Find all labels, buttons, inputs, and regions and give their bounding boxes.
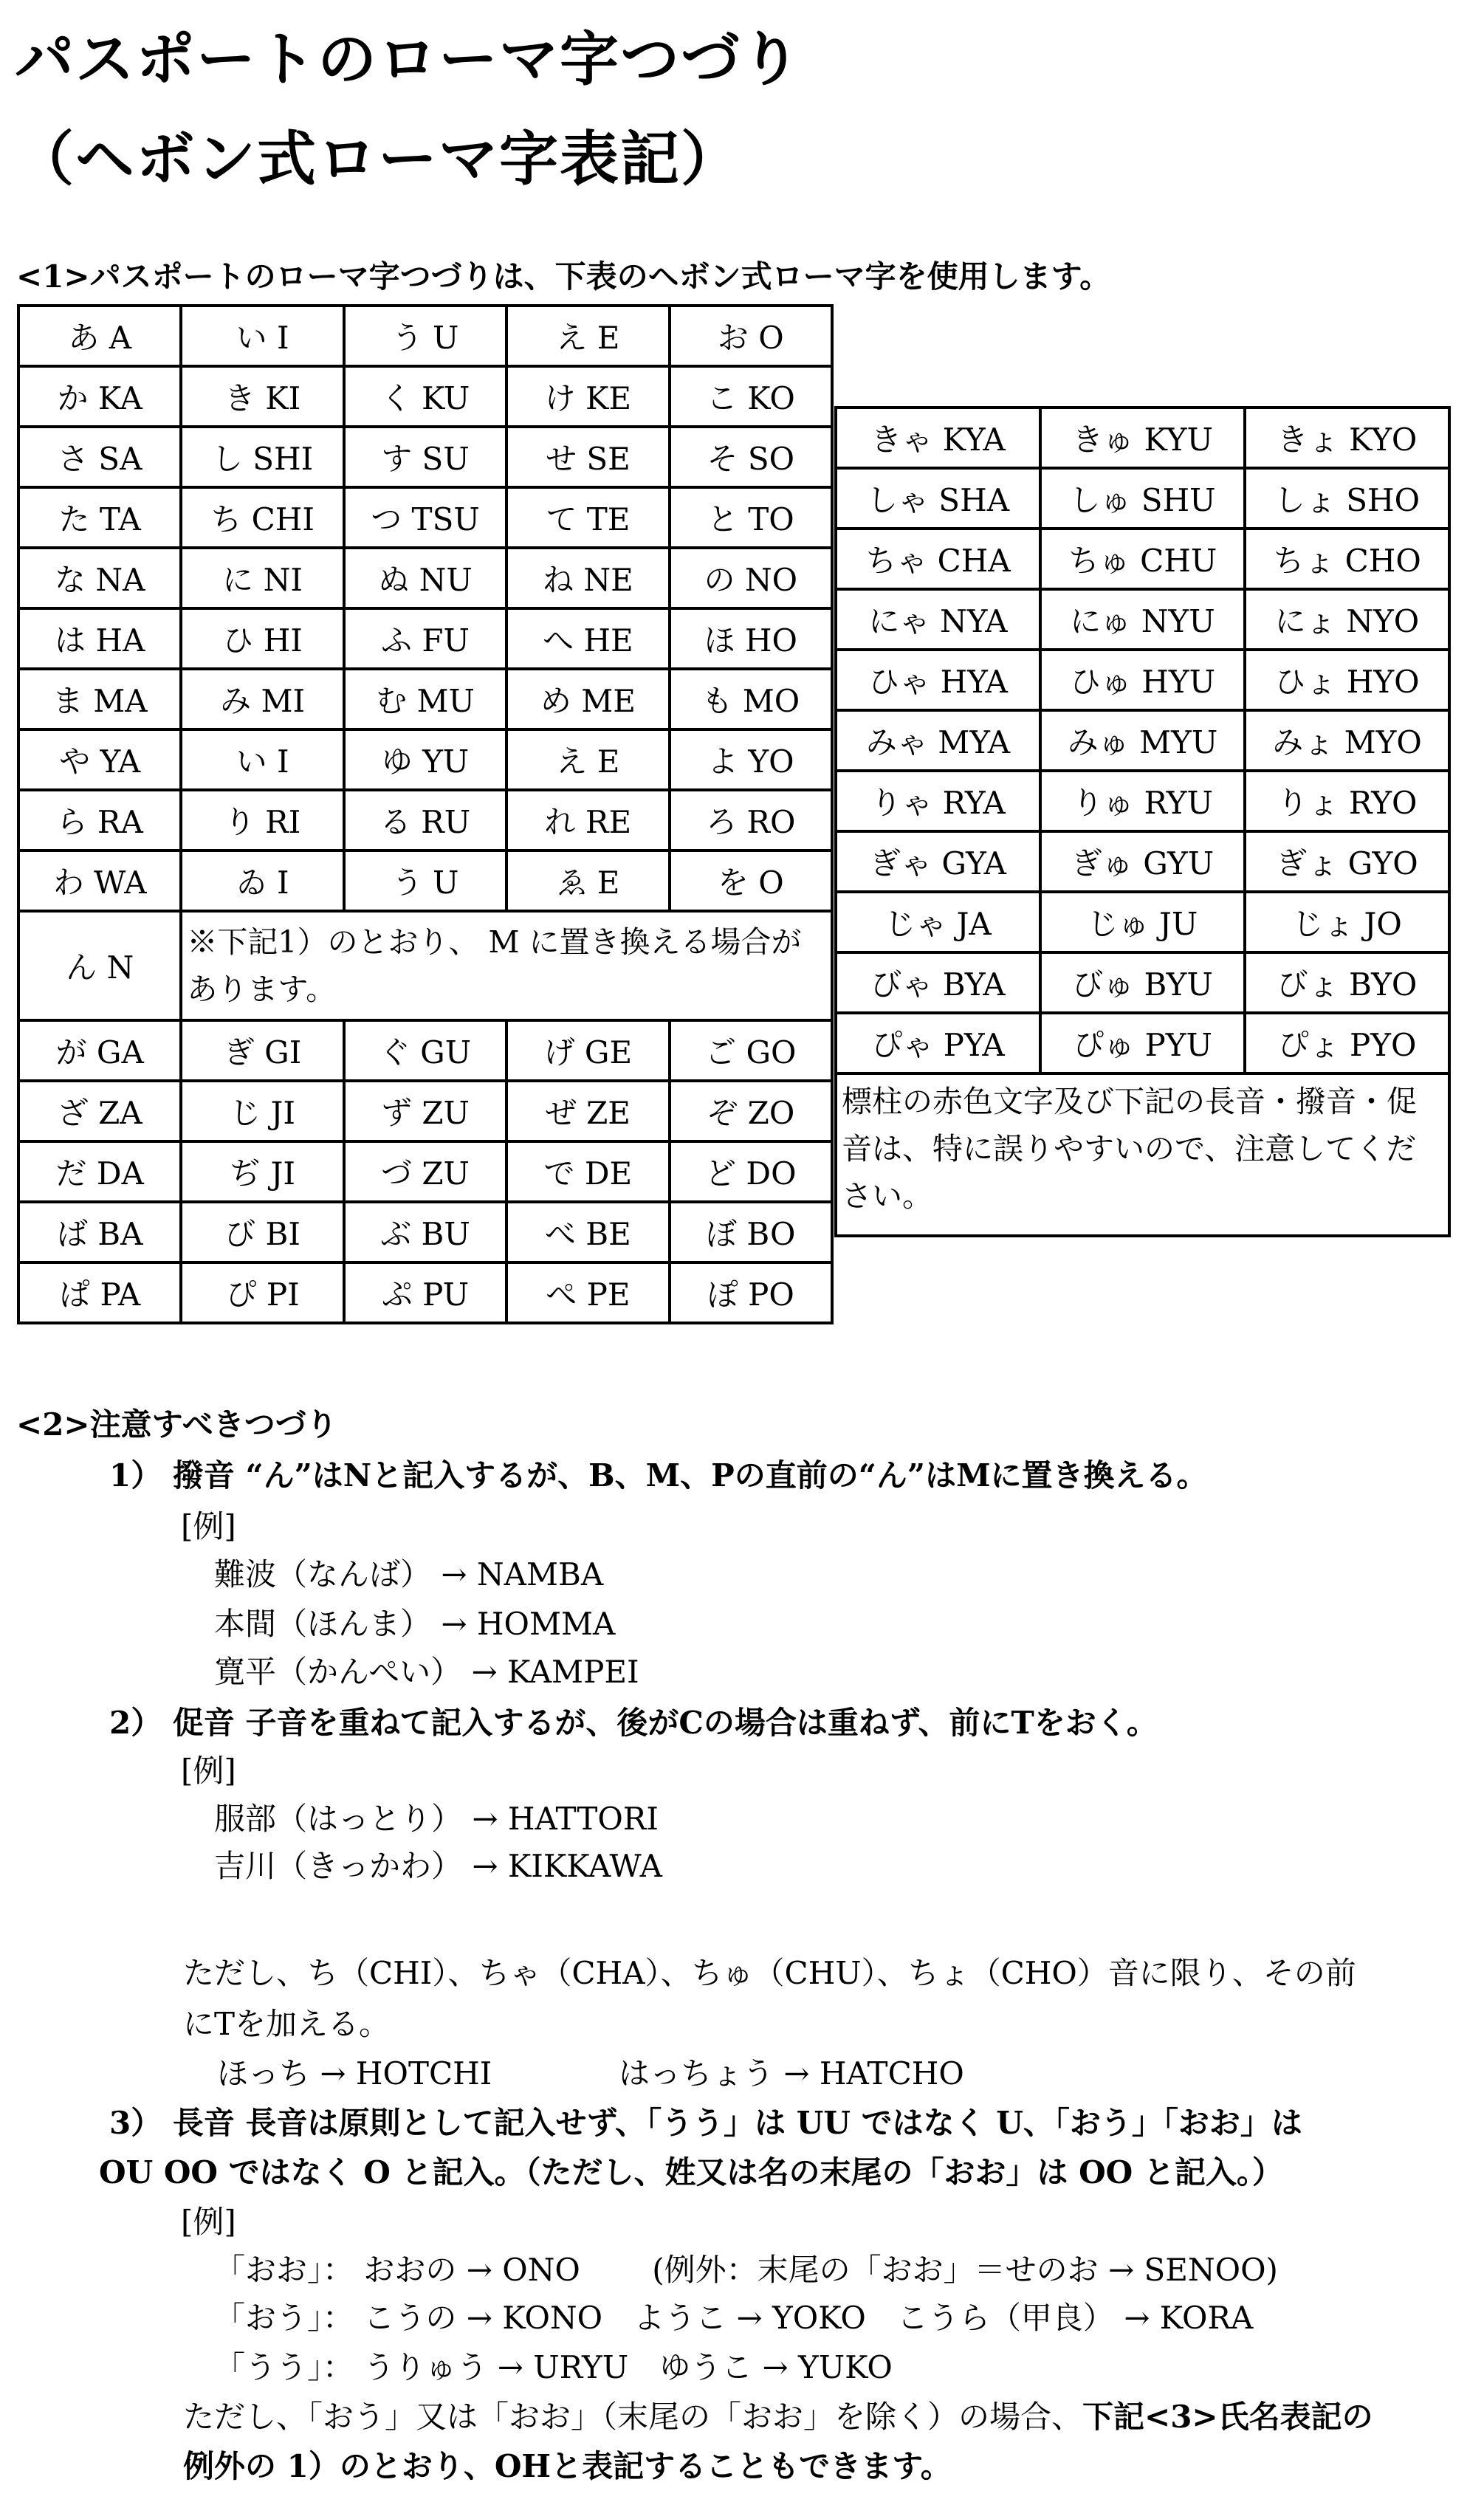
table-cell: ゐ I <box>181 850 343 911</box>
table-cell: む MU <box>344 669 506 729</box>
table-cell: ぎゅ GYU <box>1040 831 1245 892</box>
table-cell: びゅ BYU <box>1040 952 1245 1013</box>
table-cell: ば BA <box>18 1202 181 1262</box>
rule2-example: 吉川（きっかわ） → KIKKAWA <box>214 1848 662 1884</box>
rule1-example: 難波（なんば） → NAMBA <box>214 1556 604 1592</box>
rule2-example-label: [例] <box>181 1753 236 1789</box>
table-cell: き KI <box>181 366 343 427</box>
table-row <box>836 710 1449 771</box>
table-cell: ぎょ GYO <box>1245 831 1449 892</box>
table-row <box>18 427 832 487</box>
table-cell: と TO <box>670 487 832 548</box>
rule2-exception-line2: にTを加える。 <box>183 2006 391 2042</box>
table-cell: く KU <box>344 366 506 427</box>
table-row <box>18 487 832 548</box>
table-cell: びょ BYO <box>1245 952 1449 1013</box>
table-cell: じょ JO <box>1245 892 1449 952</box>
table-cell: ん N <box>18 911 181 1020</box>
table-cell: を O <box>670 850 832 911</box>
table-row <box>18 548 832 608</box>
table-cell: ちゅ CHU <box>1040 529 1245 589</box>
rule3-example: 「おお」： おおの → ONO (例外：末尾の「おお」＝せのお → SENOO) <box>214 2252 1278 2288</box>
table-row <box>18 366 832 427</box>
rule1-example-label: [例] <box>181 1508 236 1544</box>
table-cell: う U <box>344 850 506 911</box>
table-cell: りょ RYO <box>1245 771 1449 831</box>
table-cell: ぴゃ PYA <box>836 1013 1040 1073</box>
table-cell: ご GO <box>670 1020 832 1081</box>
table-cell: え E <box>506 306 669 366</box>
table-cell: す SU <box>344 427 506 487</box>
table-cell: が GA <box>18 1020 181 1081</box>
table-cell: きゅ KYU <box>1040 408 1245 468</box>
table-cell: い I <box>181 729 343 790</box>
section2-heading: <2>注意すべきつづり <box>16 1406 337 1443</box>
table-cell: こ KO <box>670 366 832 427</box>
rule2-exception-line1: ただし、ち（CHI）、ちゃ（CHA）、ちゅ（CHU）、ちょ（CHO）音に限り、その前 <box>183 1955 1356 1991</box>
rule3-text-line2: OU OO ではなく O と記入。（ただし、姓又は名の末尾の「おお」は OO と記入。） <box>99 2154 1283 2190</box>
table-cell: ま MA <box>18 669 181 729</box>
table-cell: つ TSU <box>344 487 506 548</box>
table-cell: そ SO <box>670 427 832 487</box>
table-cell: ちゃ CHA <box>836 529 1040 589</box>
table-cell: へ HE <box>506 608 669 669</box>
table-cell: にゃ NYA <box>836 589 1040 650</box>
rule1-example: 本間（ほんま） → HOMMA <box>214 1606 616 1642</box>
table-cell: は HA <box>18 608 181 669</box>
table-cell: にゅ NYU <box>1040 589 1245 650</box>
table-row <box>836 892 1449 952</box>
table-row <box>836 831 1449 892</box>
page-title-line2: （ヘボン式ローマ字表記） <box>15 124 741 193</box>
rule3-example: 「うう」： うりゅう → URYU ゆうこ → YUKO <box>214 2349 893 2385</box>
table-cell: せ SE <box>506 427 669 487</box>
table-row <box>836 468 1449 529</box>
table-cell: め ME <box>506 669 669 729</box>
table-cell: し SHI <box>181 427 343 487</box>
table-cell: わ WA <box>18 850 181 911</box>
youon-note-group <box>836 1073 1449 1236</box>
table-cell: しゅ SHU <box>1040 468 1245 529</box>
table-cell: しょ SHO <box>1245 468 1449 529</box>
table-row <box>18 669 832 729</box>
table-cell: ゑ E <box>506 850 669 911</box>
table-cell: お O <box>670 306 832 366</box>
table-cell: みょ MYO <box>1245 710 1449 771</box>
table-cell: りゃ RYA <box>836 771 1040 831</box>
table-cell: にょ NYO <box>1245 589 1449 650</box>
rule2-exception-example: はっちょう → HATCHO <box>619 2055 964 2092</box>
table-row <box>836 952 1449 1013</box>
table-cell: ちょ CHO <box>1245 529 1449 589</box>
n-note: ※下記1）のとおり、 M に置き換える場合があります。 <box>181 911 832 1020</box>
youon-note: 標柱の赤色文字及び下記の長音・撥音・促音は、特に誤りやすいので、注意してください。 <box>836 1073 1449 1236</box>
section1-heading: <1>パスポートのローマ字つづりは、下表のヘボン式ローマ字を使用します。 <box>16 258 1111 295</box>
table-row <box>836 650 1449 710</box>
table-row <box>18 608 832 669</box>
rule3-note-regular: ただし、「おう」又は「おお」（末尾の「おお」を除く）の場合、 <box>183 2399 1083 2435</box>
basic-rows <box>18 306 832 911</box>
table-cell: じ JI <box>181 1081 343 1141</box>
table-cell: びゃ BYA <box>836 952 1040 1013</box>
rule3-note-line1 <box>183 2395 1373 2439</box>
table-cell: ち CHI <box>181 487 343 548</box>
rule1-example: 寛平（かんぺい） → KAMPEI <box>214 1654 639 1690</box>
table-row <box>18 790 832 850</box>
table-cell: ほ HO <box>670 608 832 669</box>
table-cell: か KA <box>18 366 181 427</box>
table-cell: ひゃ HYA <box>836 650 1040 710</box>
table-row <box>18 850 832 911</box>
rule2-exception-example: ほっち → HOTCHI <box>217 2055 492 2092</box>
table-cell: だ DA <box>18 1141 181 1202</box>
table-cell: ぬ NU <box>344 548 506 608</box>
table-cell: に NI <box>181 548 343 608</box>
table-cell: ぴ PI <box>181 1262 343 1323</box>
rule1-text: 1） 撥音 “ん”はNと記入するが、B、M、Pの直前の“ん”はMに置き換える。 <box>109 1457 1208 1494</box>
rule3-note-line2: 例外の 1）のとおり、OHと表記することもできます。 <box>183 2448 952 2484</box>
table-cell: た TA <box>18 487 181 548</box>
table-cell: で DE <box>506 1141 669 1202</box>
table-row <box>18 1081 832 1141</box>
table-cell: れ RE <box>506 790 669 850</box>
table-row <box>18 1262 832 1323</box>
n-row-group <box>18 911 832 1020</box>
table-cell: りゅ RYU <box>1040 771 1245 831</box>
rule3-note-bold: 下記<3>氏名表記の <box>1082 2399 1373 2435</box>
table-cell: みゃ MYA <box>836 710 1040 771</box>
table-cell: あ A <box>18 306 181 366</box>
table-cell: みゅ MYU <box>1040 710 1245 771</box>
table-row <box>836 771 1449 831</box>
table-cell: ぞ ZO <box>670 1081 832 1141</box>
rule3-text-line1: 3） 長音 長音は原則として記入せず、「うう」は UU ではなく U、「おう」「おお」は <box>109 2105 1302 2141</box>
table-cell: ざ ZA <box>18 1081 181 1141</box>
table-cell: も MO <box>670 669 832 729</box>
youon-rows <box>836 408 1449 1073</box>
table-cell: ぷ PU <box>344 1262 506 1323</box>
table-row <box>18 729 832 790</box>
table-row <box>836 529 1449 589</box>
table-row <box>18 306 832 366</box>
table-cell: ひゅ HYU <box>1040 650 1245 710</box>
table-row <box>836 589 1449 650</box>
table-cell: ぱ PA <box>18 1262 181 1323</box>
table-cell: ぶ BU <box>344 1202 506 1262</box>
table-cell: さ SA <box>18 427 181 487</box>
rule3-example-label: [例] <box>181 2204 236 2240</box>
rule2-example: 服部（はっとり） → HATTORI <box>214 1801 659 1837</box>
table-cell: な NA <box>18 548 181 608</box>
table-cell: げ GE <box>506 1020 669 1081</box>
table-cell: み MI <box>181 669 343 729</box>
basic-kana-table <box>17 304 834 1324</box>
table-cell: よ YO <box>670 729 832 790</box>
table-cell: ひょ HYO <box>1245 650 1449 710</box>
table-cell: の NO <box>670 548 832 608</box>
table-cell: ひ HI <box>181 608 343 669</box>
page-title-line1: パスポートのローマ字つづり <box>15 24 802 94</box>
table-cell: ふ FU <box>344 608 506 669</box>
table-cell: て TE <box>506 487 669 548</box>
table-cell: う U <box>344 306 506 366</box>
rule2-text: 2） 促音 子音を重ねて記入するが、後がCの場合は重ねず、前にTをおく。 <box>109 1705 1158 1741</box>
table-row-note <box>836 1073 1449 1236</box>
table-cell: じゅ JU <box>1040 892 1245 952</box>
table-cell: や YA <box>18 729 181 790</box>
youon-table <box>834 406 1451 1237</box>
table-cell: ぴゅ PYU <box>1040 1013 1245 1073</box>
table-cell: づ ZU <box>344 1141 506 1202</box>
table-cell: きゃ KYA <box>836 408 1040 468</box>
table-row-n <box>18 911 832 1020</box>
table-cell: ゆ YU <box>344 729 506 790</box>
table-cell: ぐ GU <box>344 1020 506 1081</box>
table-row <box>18 1020 832 1081</box>
table-cell: ぽ PO <box>670 1262 832 1323</box>
table-cell: ら RA <box>18 790 181 850</box>
table-cell: ぢ JI <box>181 1141 343 1202</box>
table-cell: り RI <box>181 790 343 850</box>
table-row <box>18 1141 832 1202</box>
table-cell: きょ KYO <box>1245 408 1449 468</box>
table-cell: ぎ GI <box>181 1020 343 1081</box>
table-cell: べ BE <box>506 1202 669 1262</box>
table-cell: ぴょ PYO <box>1245 1013 1449 1073</box>
table-cell: い I <box>181 306 343 366</box>
table-cell: け KE <box>506 366 669 427</box>
table-cell: ず ZU <box>344 1081 506 1141</box>
table-cell: び BI <box>181 1202 343 1262</box>
table-cell: しゃ SHA <box>836 468 1040 529</box>
table-row <box>18 1202 832 1262</box>
table-cell: ど DO <box>670 1141 832 1202</box>
table-cell: ぼ BO <box>670 1202 832 1262</box>
table-row <box>836 1013 1449 1073</box>
table-row <box>836 408 1449 468</box>
table-cell: じゃ JA <box>836 892 1040 952</box>
table-cell: ろ RO <box>670 790 832 850</box>
table-cell: る RU <box>344 790 506 850</box>
rule3-example: 「おう」： こうの → KONO ようこ → YOKO こうら（甲良） → KORA <box>214 2300 1254 2336</box>
table-cell: ぺ PE <box>506 1262 669 1323</box>
table-cell: え E <box>506 729 669 790</box>
voiced-rows <box>18 1020 832 1323</box>
table-cell: ぎゃ GYA <box>836 831 1040 892</box>
table-cell: ね NE <box>506 548 669 608</box>
table-cell: ぜ ZE <box>506 1081 669 1141</box>
